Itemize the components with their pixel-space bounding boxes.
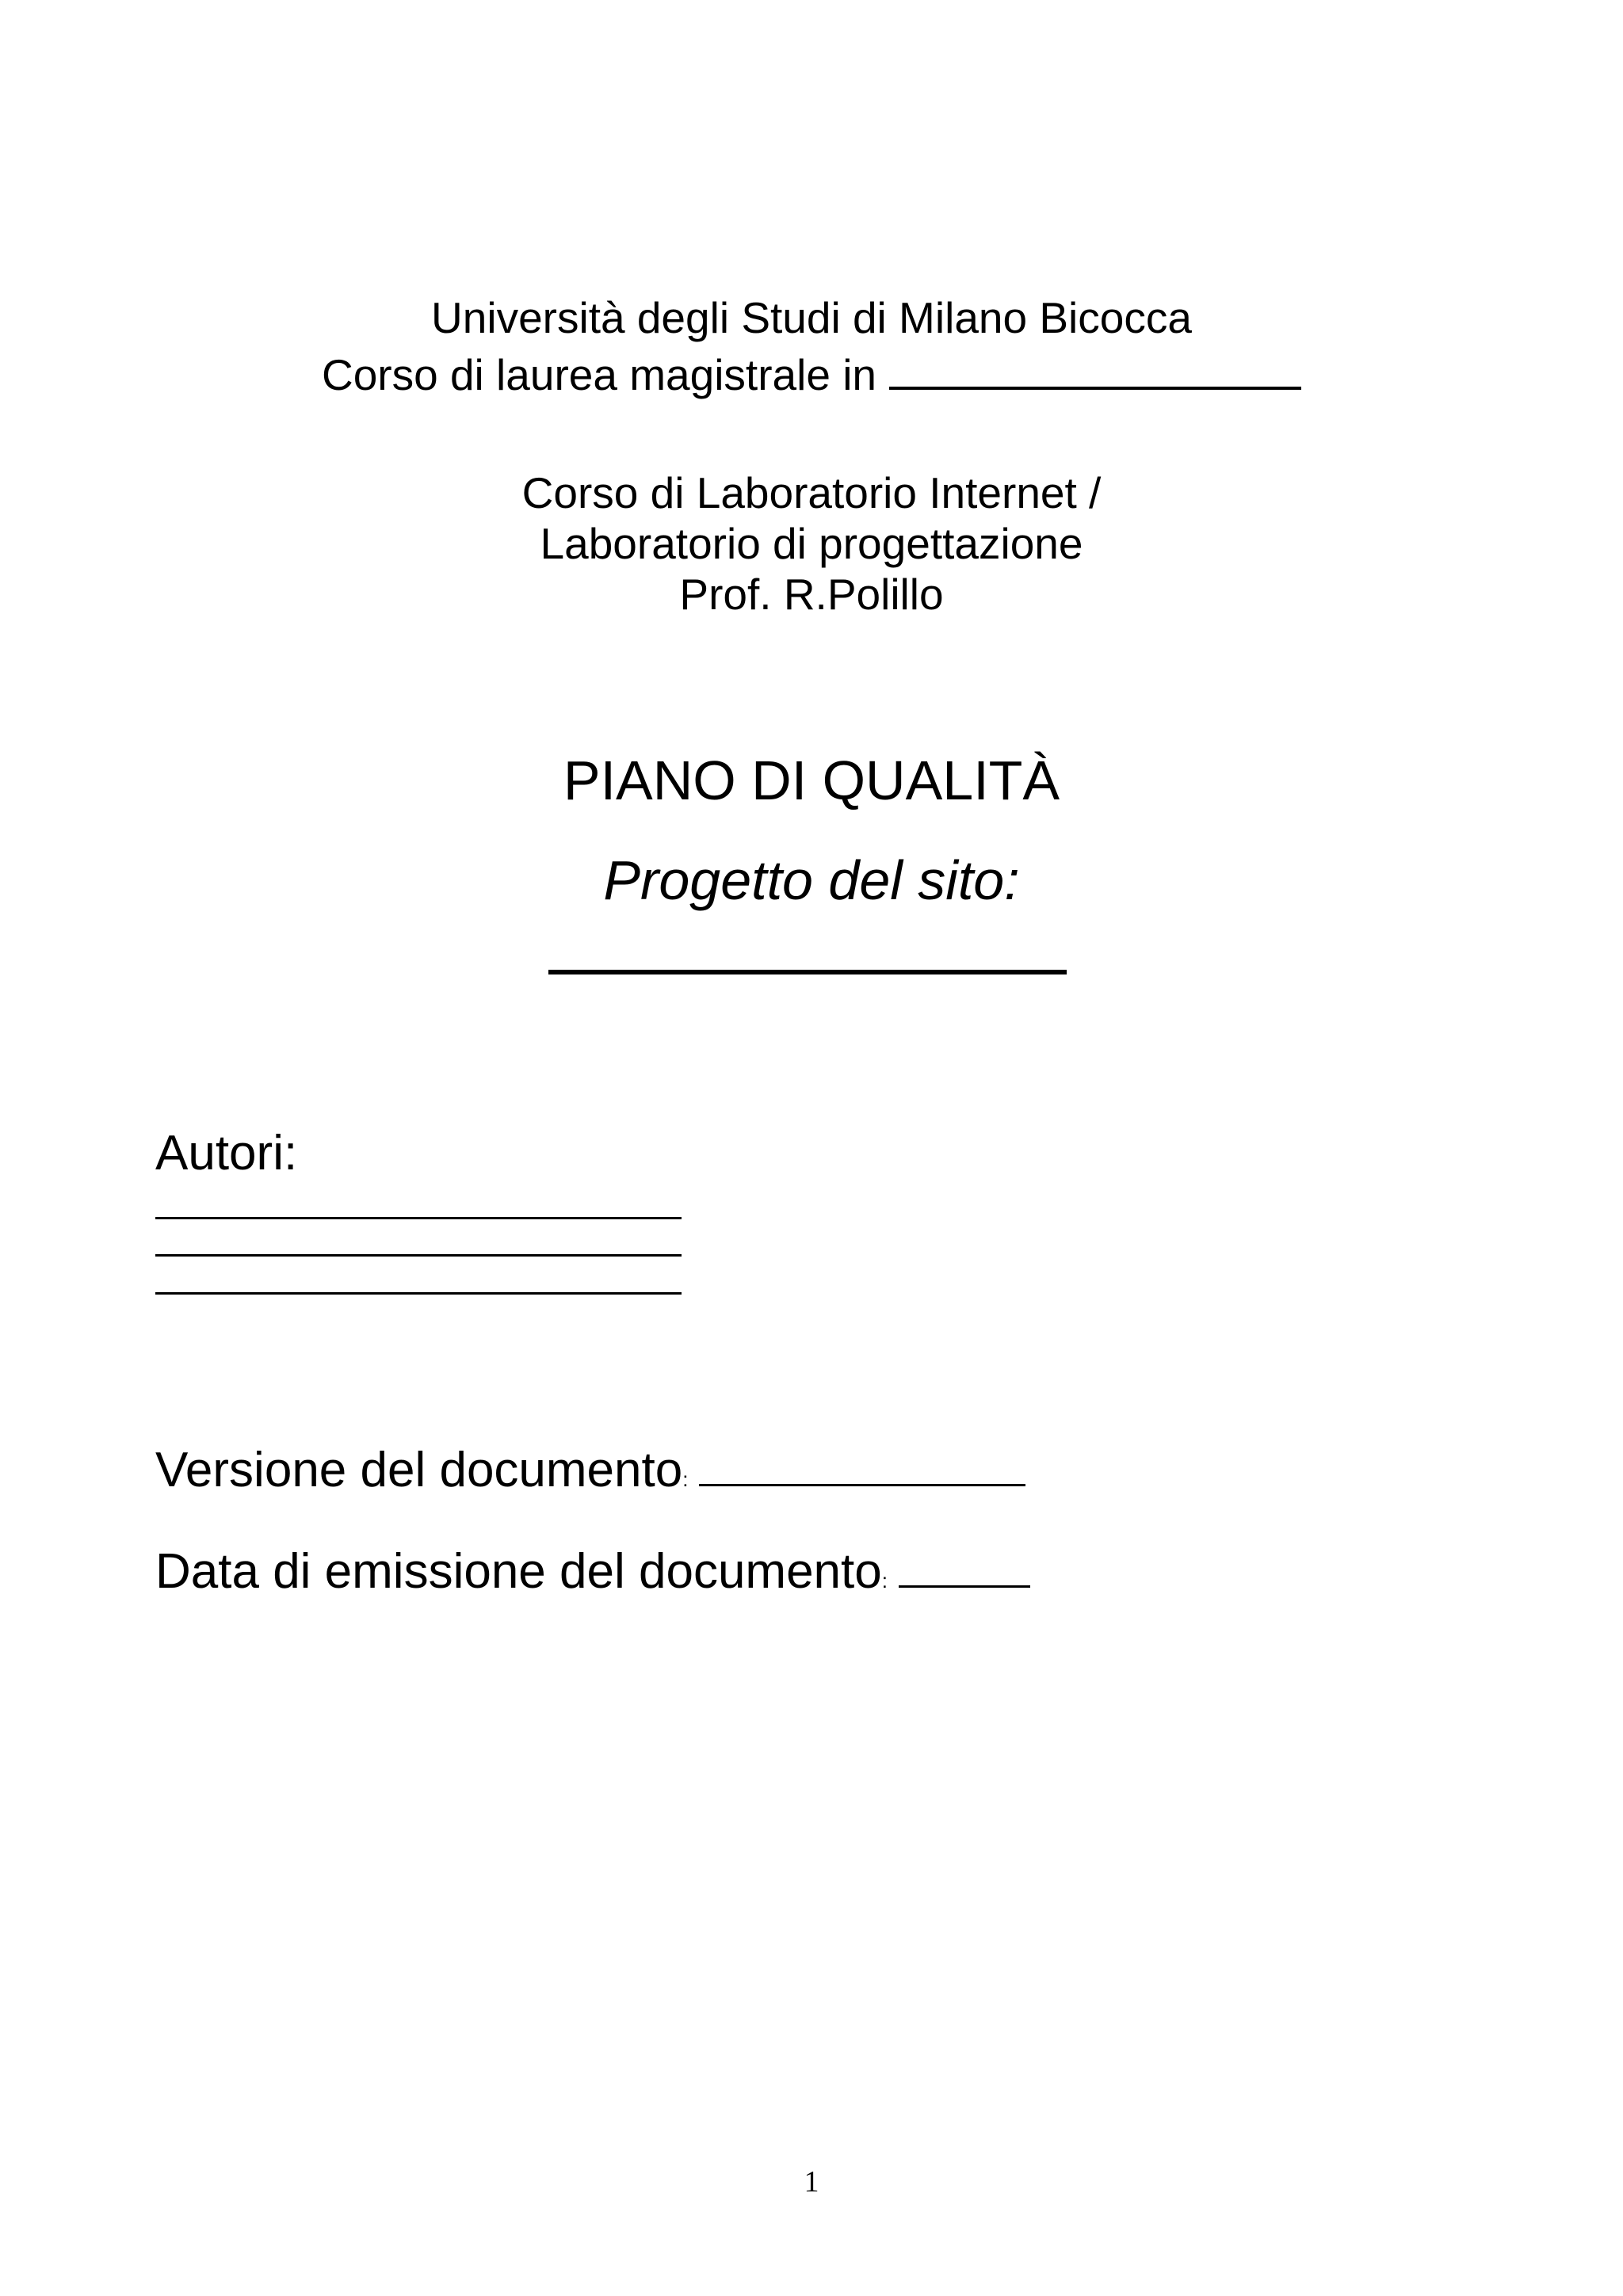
author-blank-3 xyxy=(155,1292,682,1295)
degree-line xyxy=(0,346,1623,403)
version-colon: : xyxy=(682,1467,689,1491)
issue-date-label: Data di emissione del documento xyxy=(155,1544,882,1599)
authors-label: Autori: xyxy=(155,1126,298,1180)
author-blank-2 xyxy=(155,1254,682,1257)
version-label: Versione del documento xyxy=(155,1443,683,1497)
document-title: PIANO DI QUALITÀ xyxy=(563,749,1060,811)
course-line-2: Laboratorio di progettazione xyxy=(540,519,1083,568)
professor-name: Prof. R.Polillo xyxy=(679,570,944,619)
issue-date-blank xyxy=(899,1585,1030,1588)
version-line xyxy=(155,1439,1025,1511)
author-blank-1 xyxy=(155,1217,682,1219)
course-line-1: Corso di Laboratorio Internet / xyxy=(521,468,1102,517)
university-name: Università degli Studi di Milano Bicocca xyxy=(431,293,1192,342)
issue-date-colon: : xyxy=(881,1569,888,1592)
degree-blank xyxy=(889,386,1301,390)
version-blank xyxy=(699,1483,1025,1486)
document-subtitle: Progetto del sito: xyxy=(603,849,1020,911)
page-number: 1 xyxy=(804,2165,819,2199)
issue-date-line xyxy=(155,1540,1030,1612)
site-name-blank xyxy=(548,970,1067,974)
course-block xyxy=(0,467,1623,620)
degree-label: Corso di laurea magistrale in xyxy=(321,350,877,399)
